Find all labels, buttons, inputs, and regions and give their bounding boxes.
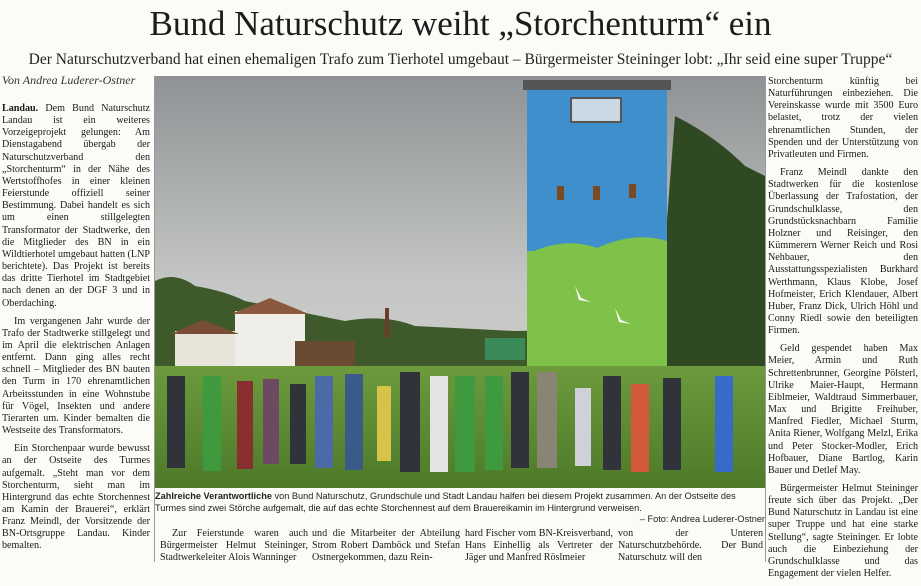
paragraph-3: Ein Storchenpaar wurde bewusst an der Ostseite des Turmes aufgemalt. „Steht man vor dem Storchenturm, sieht man im Hintergrund das echte Storchennest am Kamin der Brauerei“, erklärt Franz Meindl, der Vorsitzende der BN-Ortsgruppe Landau. Kinder bemalten. xyxy=(2,443,150,552)
paragraph-1 xyxy=(2,103,150,310)
article-column-bottom-3 xyxy=(465,528,613,570)
bottom-text-3: hard Fischer vom BN-Kreisverband, Hans Einhellig als Vertreter der Jäger und Manfred Röslmeier xyxy=(465,528,613,564)
headline: Bund Naturschutz weiht „Storchenturm“ ein xyxy=(149,4,772,43)
paragraph-1-text: Dem Bund Naturschutz Landau ist ein weiteres Vorzeigeprojekt gelungen: Am Dienstagabend übergab der Naturschutzverband den „Storchenturm“ in der Nähe des Wertstoffhofes in einer kleinen Feierstunde offiziell seiner Bestimmung. Dabei handelt es sich um einen stillgelegten Transformator der Stadtwerke, den die Mitglieder des BN in ein Wildtierhotel umgebaut hatten (LNP berichtete). Das Projekt ist bereits das dritte Tierhotel im Stadtgebiet nach denen an der DGF 3 und in Oberdaching. xyxy=(2,103,150,309)
caption-lead: Zahlreiche Verantwortliche xyxy=(155,491,272,501)
article-column-bottom-2 xyxy=(312,528,460,570)
caption-text: von Bund Naturschutz, Grundschule und Stadt Landau halfen bei diesem Projekt zusammen. An der Ostseite des Turmes sind zwei Störche aufgemalt, die auf das echte Storchennest auf dem Brauereikamin im Hintergrund verweisen. xyxy=(155,491,736,513)
photo-credit: – Foto: Andrea Luderer-Ostner xyxy=(639,514,765,524)
paragraph-2: Im vergangenen Jahr wurde der Trafo der Stadtwerke stillgelegt und im April die elektrischen Anlagen entfernt. Dann ging alles recht schnell – Mitglieder des BN bauten den Turm in 170 ehrenamtlichen Arbeitsstunden in eine Wohnstube für Vögel, Insekten und andere Tierarten um. Kinder bemalten die Westseite des Transformators. xyxy=(2,315,150,437)
article-column-left xyxy=(2,103,150,559)
photo-illustration xyxy=(155,76,765,488)
bottom-text-1: Zur Feierstunde waren auch Bürgermeister Helmut Steininger, Stadtwerkeleiter Alois Wanninger xyxy=(160,528,308,564)
column-rule xyxy=(765,76,766,562)
paragraph-5: Franz Meindl dankte den Stadtwerken für die kostenlose Überlassung der Trafostation, der Grundschulklasse, den Grundstücksnachbarn Familie Holzner und Reisinger, den Kümmerern Werner Reich und Rosi Nehbauer, den Ausstattungsspezialisten Burkhard Werthmann, Klaus Klobe, Josef Hofmeister, Erich Klendauer, Albert Huber, Franz Dick, Ulrich Höhl und Conny Riedl sowie den beteiligten Firmen. xyxy=(768,167,918,337)
article-column-right xyxy=(768,76,918,586)
paragraph-6: Geld gespendet haben Max Meier, Armin und Ruth Schrettenbrunner, Georgine Pölsterl, Ulrike Maier-Haupt, Hermann Eiblmeier, Waldtraud Simmerbauer, Max und Brigitte Freihuber, Manfred Fiedler, Michael Sturm, Anita Riener, Wolfgang Melzl, Erika und Peter Stocker-Modler, Erich Hofbauer, Diane Bartlog, Karin Bauer und Detlef May. xyxy=(768,343,918,476)
paragraph-4: Storchenturm künftig bei Naturführungen einbeziehen. Die Vereinskasse wurde mit 3500 Euro belastet, trotz der vielen ehrenamtlichen Stunden, der Spenden und der Unterstützung von Privatleuten und Firmen. xyxy=(768,76,918,160)
byline: Von Andrea Luderer-Ostner xyxy=(2,73,136,87)
article-photo xyxy=(155,76,765,488)
photo-caption xyxy=(155,491,765,526)
dateline: Landau. xyxy=(2,103,39,114)
bottom-text-2: und die Mitarbeiter der Abteilung Strom Robert Damböck und Stefan Ostnergekommen, dazu Rein- xyxy=(312,528,460,564)
article-column-bottom-4 xyxy=(618,528,763,570)
bottom-text-4: von der Unteren Naturschutzbehörde. Der Bund Naturschutz will den xyxy=(618,528,763,564)
subheadline: Der Naturschutzverband hat einen ehemaligen Trafo zum Tierhotel umgebaut – Bürgermeister Steininger lobt: „Ihr seid eine super Truppe“ xyxy=(28,51,893,68)
article-column-bottom-1 xyxy=(160,528,308,570)
paragraph-7: Bürgermeister Helmut Steininger freute sich über das Projekt. „Der Bund Naturschutz in Landau ist eine super Truppe und hat eine starke Stellung“, sagte Steininger. Er lobte auch die Einbeziehung der Grundschulklasse und das Engagement der vielen Helfer. xyxy=(768,483,918,580)
